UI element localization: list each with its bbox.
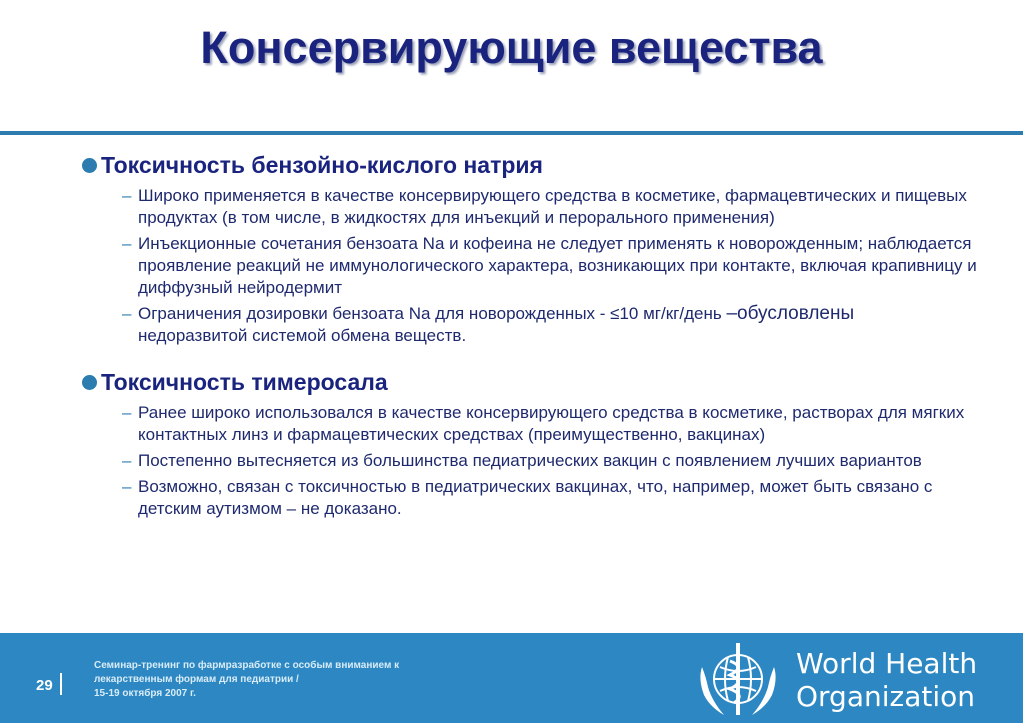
footer-caption-line: 15-19 октября 2007 г. — [94, 688, 196, 699]
list-item — [122, 303, 982, 347]
footer-caption-line: Семинар-тренинг по фармразработке с особым вниманием к — [94, 660, 400, 671]
list-item-text: Широко применяется в качестве консервирующего средства в косметике, фармацевтических и пищевых продуктах (в том числе, в жидкостях для инъекций и перорального применения) — [138, 186, 967, 227]
list-item-text: Ранее широко использовался в качестве консервирующего средства в косметике, растворах для мягких контактных линз и фармацевтических средствах (преимущественно, вакцинах) — [138, 403, 965, 444]
dash-marker: – — [122, 234, 132, 253]
dash-marker: – — [122, 304, 132, 323]
section-heading-text: Токсичность тимеросала — [101, 369, 388, 395]
dash-marker: – — [122, 403, 132, 422]
slide-title: Консервирующие вещества — [200, 22, 823, 73]
page-number: 29 — [36, 677, 53, 694]
dash-marker: – — [122, 186, 132, 205]
bullet-dot-icon — [82, 375, 97, 390]
list-item — [122, 402, 982, 446]
who-logo-text — [796, 647, 977, 713]
slide-content — [82, 152, 982, 542]
section-thimerosal — [82, 369, 982, 520]
section-heading — [82, 369, 982, 396]
footer-caption-line: лекарственным формам для педиатрии / — [94, 674, 299, 685]
dash-marker: – — [122, 451, 132, 470]
list-item — [122, 476, 982, 520]
bullet-dot-icon — [82, 158, 97, 173]
list-item-text: Постепенно вытесняется из большинства педиатрических вакцин с появлением лучших вариантов — [138, 451, 922, 470]
who-logo-line: World Health — [796, 647, 978, 680]
who-emblem-icon — [694, 637, 782, 721]
list-item — [122, 450, 982, 472]
who-logo-line: Organization — [796, 680, 976, 713]
list-item-text-emphasis: –обусловлены — [726, 303, 855, 324]
dash-marker: – — [122, 477, 132, 496]
list-item-text-wrap — [138, 303, 982, 347]
slide-footer — [0, 633, 1023, 723]
list-item — [122, 185, 982, 229]
section-heading — [82, 152, 982, 179]
section-benzoate — [82, 152, 982, 347]
title-divider — [0, 131, 1023, 135]
section-heading-text: Токсичность бензойно-кислого натрия — [101, 152, 543, 178]
list-item-text-tail: недоразвитой системой обмена веществ. — [138, 326, 467, 345]
list-item-text: Возможно, связан с токсичностью в педиатрических вакцинах, что, например, может быть связано с детским аутизмом – не доказано. — [138, 477, 933, 518]
page-number-divider — [60, 673, 62, 695]
list-item-text: Ограничения дозировки бензоата Na для новорожденных - ≤10 мг/кг/день — [138, 304, 722, 323]
footer-caption — [94, 659, 494, 701]
list-item — [122, 233, 982, 299]
list-item-text: Инъекционные сочетания бензоата Na и кофеина не следует применять к новорожденным; наблюдается проявление реакций не иммунологического характера, возникающих при контакте, включая крапивницу и диффузный нейродермит — [138, 234, 977, 297]
